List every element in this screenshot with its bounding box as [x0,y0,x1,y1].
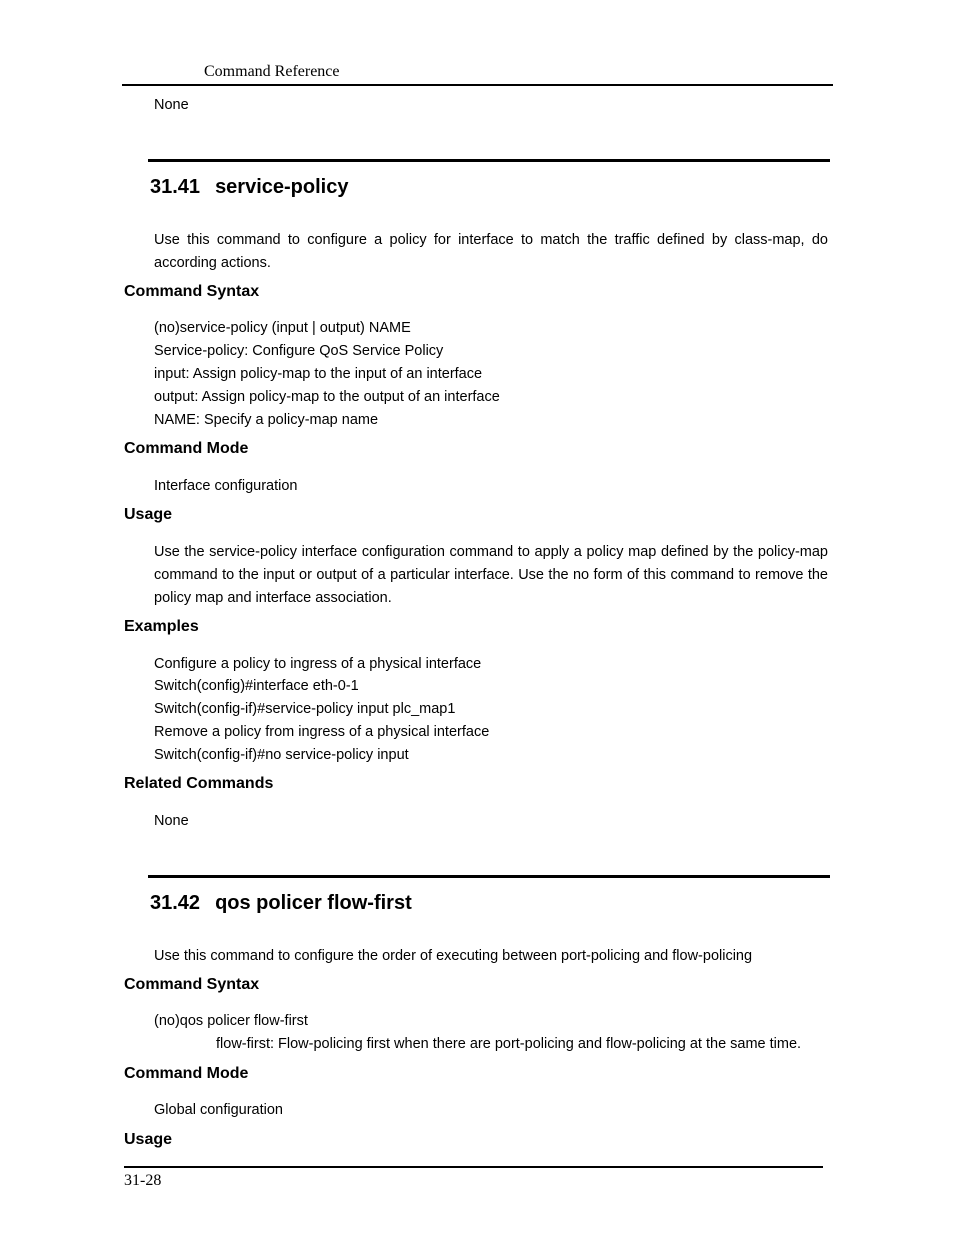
section-41-syntax-heading: Command Syntax [124,283,260,300]
section-41-examples-heading: Examples [124,618,199,635]
section-41-rule [148,159,830,162]
example-line: Switch(config)#interface eth-0-1 [154,678,359,694]
example-line: Switch(config-if)#service-policy input plc_map1 [154,701,456,717]
syntax-param: flow-first: Flow-policing first when there are port-policing and flow-policing at the same time. [216,1036,802,1052]
section-42-number: 31.42 [150,892,201,914]
running-header: Command Reference [204,63,340,80]
section-42-title: qos policer flow-first [215,892,412,914]
section-42-rule [148,875,830,878]
section-41-mode: Interface configuration [154,478,298,494]
syntax-line: input: Assign policy-map to the input of an interface [154,366,483,382]
example-line: Remove a policy from ingress of a physical interface [154,724,490,740]
syntax-line: (no)service-policy (input | output) NAME [154,320,411,336]
section-42-description: Use this command to configure the order of executing between port-policing and flow-policing [154,948,753,964]
example-line: Switch(config-if)#no service-policy input [154,747,409,763]
footer-rule [124,1166,823,1168]
section-42-mode: Global configuration [154,1102,283,1118]
section-41-usage-heading: Usage [124,506,173,523]
section-41-heading [150,176,348,199]
section-42-heading [150,892,412,915]
section-41-usage: Use the service-policy interface configuration command to apply a policy map defined by the policy-map command to the input or output of a particular interface. Use the no form of this command to remove the policy map and interface association. [154,544,828,606]
header-rule [122,84,833,86]
section-41-mode-heading: Command Mode [124,440,249,457]
top-related-value: None [154,97,189,113]
page-number: 31-28 [124,1172,162,1189]
section-41-number: 31.41 [150,176,201,198]
section-42-mode-heading: Command Mode [124,1065,249,1082]
syntax-line: (no)qos policer flow-first [154,1013,308,1029]
syntax-line: Service-policy: Configure QoS Service Policy [154,343,444,359]
syntax-line: NAME: Specify a policy-map name [154,412,379,428]
section-42-syntax-heading: Command Syntax [124,976,260,993]
section-41-related: None [154,813,189,829]
section-42-usage-heading: Usage [124,1131,173,1148]
section-41-description: Use this command to configure a policy for interface to match the traffic defined by class-map, do according actions. [154,232,828,271]
syntax-line: output: Assign policy-map to the output of an interface [154,389,500,405]
example-line: Configure a policy to ingress of a physical interface [154,656,482,672]
section-41-related-heading: Related Commands [124,775,274,792]
section-41-title: service-policy [215,176,349,198]
